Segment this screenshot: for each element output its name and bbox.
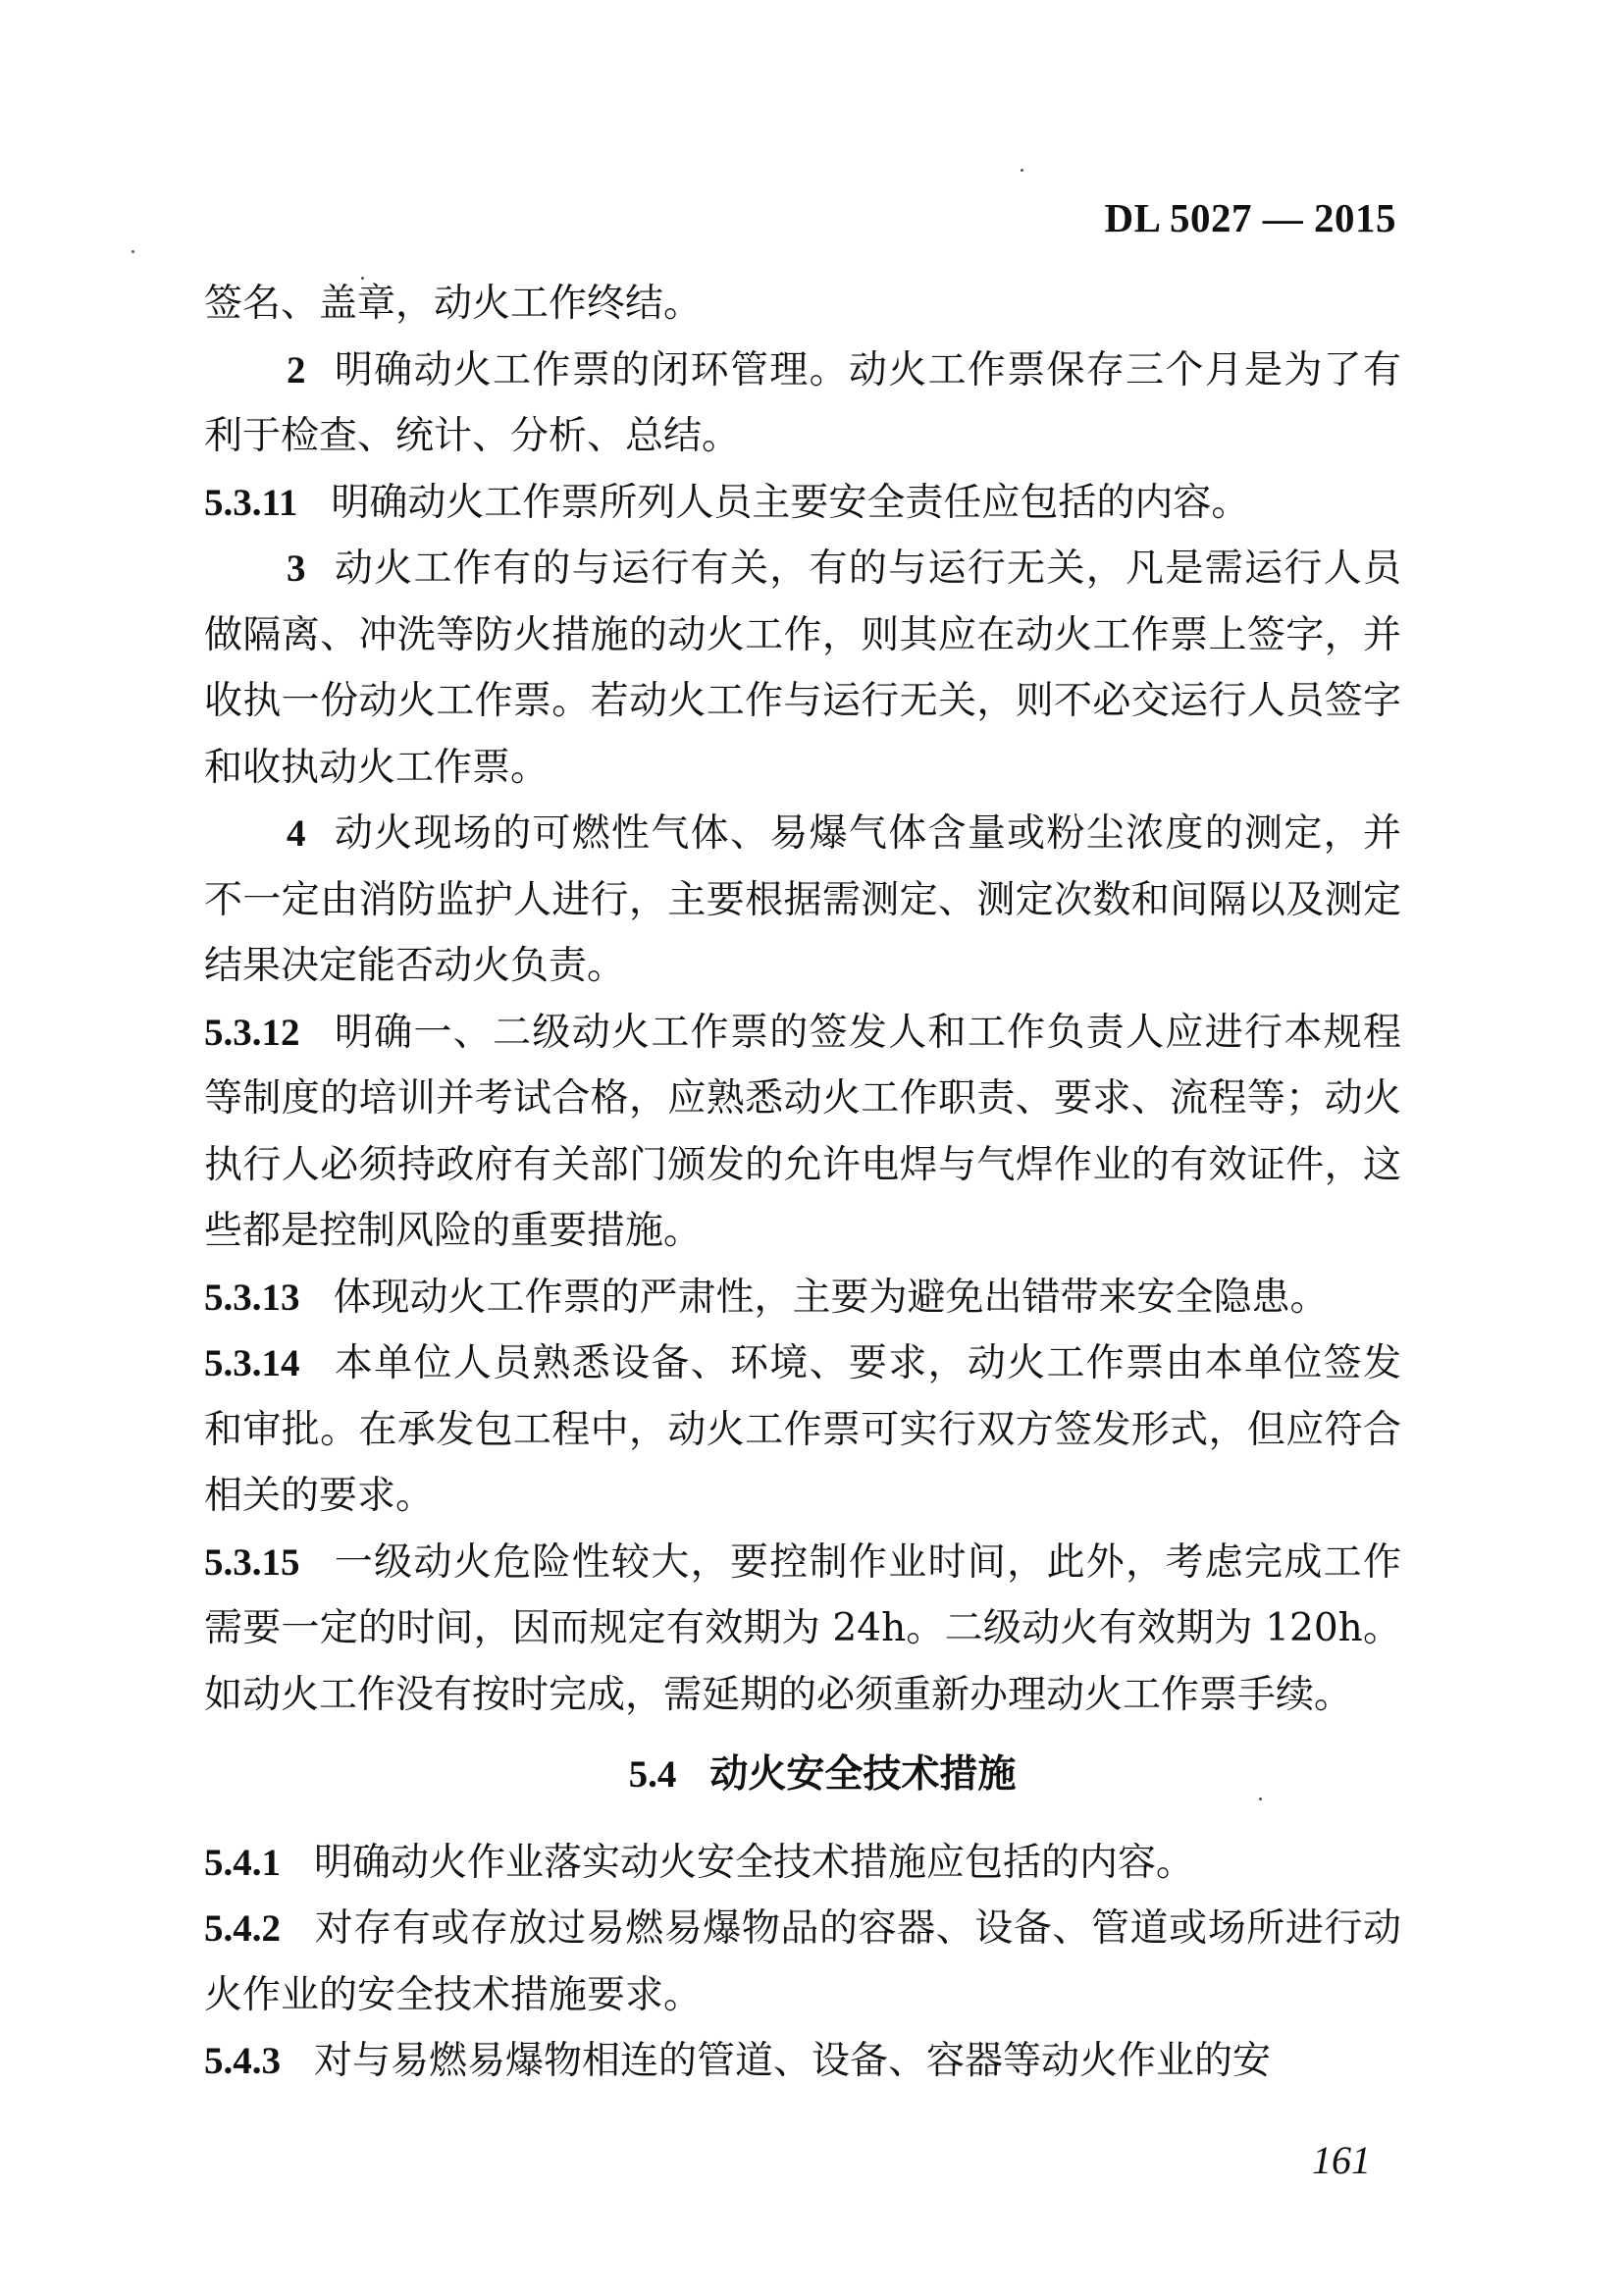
clause-number: 5.3.14 (204, 1342, 300, 1384)
paragraph-text: 明确动火作业落实动火安全技术措施应包括的内容。 (314, 1840, 1195, 1885)
continuation-paragraph (204, 271, 1401, 338)
section-heading (204, 1742, 1401, 1808)
list-item-4 (204, 801, 1401, 1000)
page-number: 161 (1312, 2138, 1371, 2182)
clause-5-3-14 (204, 1330, 1401, 1530)
body-text (204, 271, 1401, 2095)
item-number: 2 (287, 348, 306, 391)
clause-number: 5.3.12 (204, 1011, 300, 1054)
clause-number: 5.4.3 (204, 2040, 281, 2082)
clause-5-4-3 (204, 2028, 1401, 2095)
paragraph-text: 对与易燃易爆物相连的管道、设备、容器等动火作业的安 (314, 2039, 1272, 2083)
paragraph-text: 签名、盖章，动火工作终结。 (204, 282, 703, 326)
clause-number: 5.3.13 (204, 1276, 300, 1319)
section-number: 5.4 (628, 1753, 677, 1796)
clause-5-3-15 (204, 1530, 1401, 1729)
clause-number: 5.4.2 (204, 1907, 281, 1950)
paragraph-text: 一级动火危险性较大，要控制作业时间，此外，考虑完成工作需要一定的时间，因而规定有效期为 24h。二级动火有效期为 120h。如动火工作没有按时完成，需延期的必须重新办理动火工作票手续。 (204, 1539, 1401, 1717)
scan-speck (361, 277, 364, 280)
clause-5-3-13 (204, 1265, 1401, 1331)
item-number: 3 (287, 548, 306, 590)
list-item-2 (204, 338, 1401, 470)
paragraph-text: 明确一、二级动火工作票的签发人和工作负责人应进行本规程等制度的培训并考试合格，应熟悉动火工作职责、要求、流程等；动火执行人必须持政府有关部门颁发的允许电焊与气焊作业的有效证件，这些都是控制风险的重要措施。 (204, 1010, 1401, 1253)
clause-5-3-12 (204, 1000, 1401, 1265)
paragraph-text: 本单位人员熟悉设备、环境、要求，动火工作票由本单位签发和审批。在承发包工程中，动火工作票可实行双方签发形式，但应符合相关的要求。 (204, 1341, 1401, 1518)
scan-speck (1021, 169, 1023, 172)
section-title: 动火安全技术措施 (709, 1752, 1017, 1797)
clause-number: 5.4.1 (204, 1841, 281, 1884)
clause-number: 5.3.11 (204, 481, 298, 524)
scan-speck (131, 250, 134, 253)
clause-5-4-2 (204, 1896, 1401, 2028)
clause-5-4-1 (204, 1830, 1401, 1897)
paragraph-text: 体现动火工作票的严肃性，主要为避免出错带来安全隐患。 (333, 1275, 1329, 1320)
clause-number: 5.3.15 (204, 1540, 300, 1584)
item-number: 4 (287, 812, 306, 855)
scan-speck (1259, 1798, 1262, 1800)
paragraph-text: 明确动火工作票的闭环管理。动火工作票保存三个月是为了有利于检查、统计、分析、总结。 (204, 347, 1401, 458)
paragraph-text: 对存有或存放过易燃易爆物品的容器、设备、管道或场所进行动火作业的安全技术措施要求。 (204, 1906, 1401, 2017)
document-code: DL 5027 — 2015 (1104, 195, 1396, 240)
list-item-3 (204, 536, 1401, 801)
clause-5-3-11 (204, 470, 1401, 537)
paragraph-text: 明确动火工作票所列人员主要安全责任应包括的内容。 (331, 480, 1250, 525)
paragraph-text: 动火工作有的与运行有关，有的与运行无关，凡是需运行人员做隔离、冲洗等防火措施的动火工作，则其应在动火工作票上签字，并收执一份动火工作票。若动火工作与运行无关，则不必交运行人员签字和收执动火工作票。 (204, 547, 1401, 790)
paragraph-text: 动火现场的可燃性气体、易爆气体含量或粉尘浓度的测定，并不一定由消防监护人进行，主要根据需测定、测定次数和间隔以及测定结果决定能否动火负责。 (204, 811, 1401, 988)
